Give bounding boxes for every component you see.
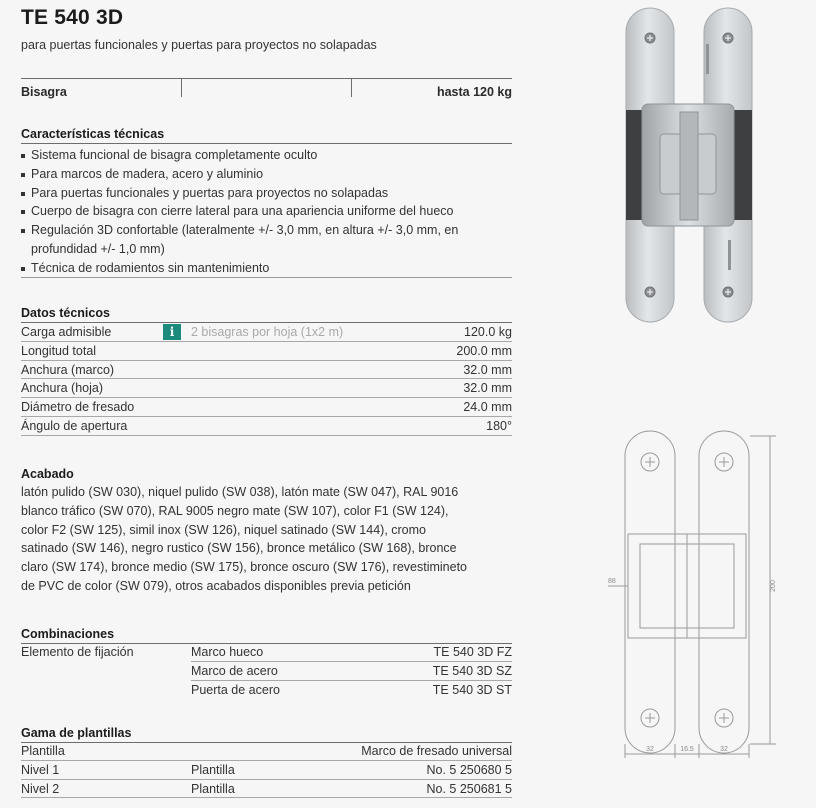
- finish-line: color F2 (SW 125), simil inox (SW 126), niquel satinado (SW 144), cromo: [21, 522, 426, 537]
- template-code: No. 5 250681 5: [426, 781, 512, 796]
- table-row: [21, 780, 512, 799]
- feature-item: Técnica de rodamientos sin mantenimiento: [21, 259, 512, 278]
- table-row: [21, 342, 512, 361]
- row-value: 120.0 kg: [464, 325, 512, 339]
- tech-data-table: [21, 323, 512, 436]
- dim-right: 32: [720, 746, 728, 753]
- table-header-row: [21, 742, 512, 761]
- feature-item: Regulación 3D confortable (lateralmente +/- 3,0 mm, en altura +/- 3,0 mm, en: [21, 221, 512, 240]
- row-note: 2 bisagras por hoja (1x2 m): [191, 325, 344, 339]
- feature-item: Para puertas funcionales y puertas para proyectos no solapadas: [21, 184, 512, 203]
- column-header: Plantilla: [21, 744, 65, 758]
- template-level: Nivel 2: [21, 781, 60, 796]
- column-separator: [351, 79, 352, 97]
- section-heading-gama: Gama de plantillas: [21, 726, 132, 740]
- row-label: Carga admisible: [21, 325, 112, 339]
- template-type: Plantilla: [191, 762, 235, 777]
- finish-line: blanco tráfico (SW 070), RAL 9005 negro mate (SW 107), color F1 (SW 124),: [21, 503, 449, 518]
- combo-type: Marco hueco: [191, 645, 264, 659]
- features-list: [21, 146, 512, 278]
- row-value: 32.0 mm: [463, 381, 512, 396]
- template-code: No. 5 250680 5: [426, 762, 512, 777]
- row-value: 24.0 mm: [463, 400, 512, 415]
- table-row: [21, 417, 512, 436]
- dim-total: 200: [770, 580, 777, 592]
- divider: [21, 143, 512, 144]
- section-heading-caracteristicas: Características técnicas: [21, 127, 165, 141]
- row-label: Ángulo de apertura: [21, 418, 128, 433]
- dim-gap: 16.5: [680, 746, 694, 753]
- combo-code: TE 540 3D SZ: [432, 663, 512, 678]
- row-label: Anchura (marco): [21, 362, 115, 377]
- combo-type: Marco de acero: [191, 663, 278, 678]
- template-table: [21, 742, 512, 798]
- row-label: Diámetro de fresado: [21, 400, 135, 415]
- bisagra-row: [21, 79, 512, 98]
- dim-side: 88: [608, 578, 616, 585]
- feature-item: Sistema funcional de bisagra completamente oculto: [21, 146, 512, 165]
- finish-line: satinado (SW 146), negro rustico (SW 156), bronce metálico (SW 168), bronce: [21, 541, 457, 556]
- technical-drawing: [600, 426, 800, 766]
- table-row: [21, 681, 512, 700]
- row-label: Longitud total: [21, 343, 97, 358]
- row-value: 32.0 mm: [463, 362, 512, 377]
- section-heading-acabado: Acabado: [21, 467, 74, 481]
- table-row: [21, 323, 512, 342]
- feature-item-continuation: profundidad +/- 1,0 mm): [31, 241, 165, 256]
- row-label: Anchura (hoja): [21, 381, 103, 396]
- template-level: Nivel 1: [21, 762, 60, 777]
- table-row: [21, 379, 512, 398]
- finish-line: claro (SW 174), bronce medio (SW 175), bronce oscuro (SW 176), revestimineto: [21, 560, 468, 575]
- column-header: Marco de fresado universal: [361, 744, 512, 758]
- column-separator: [181, 79, 182, 97]
- table-row: [21, 361, 512, 380]
- feature-item: Para marcos de madera, acero y aluminio: [21, 165, 512, 184]
- table-row: [21, 761, 512, 780]
- product-title: TE 540 3D: [21, 6, 124, 29]
- bisagra-value: hasta 120 kg: [436, 85, 512, 99]
- combo-code: TE 540 3D ST: [432, 682, 512, 697]
- template-type: Plantilla: [191, 781, 235, 796]
- table-row: [21, 643, 512, 662]
- finish-text: [21, 483, 516, 596]
- combo-label: Elemento de fijación: [21, 645, 134, 659]
- combinations-table: [21, 643, 512, 699]
- table-row: [21, 398, 512, 417]
- finish-line: de PVC de color (SW 079), otros acabados disponibles previa petición: [21, 578, 411, 593]
- row-value: 200.0 mm: [456, 343, 512, 358]
- product-subtitle: para puertas funcionales y puertas para proyectos no solapadas: [21, 38, 377, 52]
- row-value: 180°: [486, 418, 512, 433]
- feature-item: Cuerpo de bisagra con cierre lateral para una apariencia uniforme del hueco: [21, 202, 512, 221]
- combo-code: TE 540 3D FZ: [433, 645, 512, 659]
- finish-line: latón pulido (SW 030), niquel pulido (SW 038), latón mate (SW 047), RAL 9016: [21, 485, 459, 499]
- section-heading-combinaciones: Combinaciones: [21, 627, 115, 641]
- divider: [21, 277, 512, 278]
- info-icon[interactable]: i: [163, 324, 181, 340]
- section-heading-datos: Datos técnicos: [21, 306, 110, 320]
- bisagra-label: Bisagra: [21, 85, 67, 99]
- dim-left: 32: [646, 746, 654, 753]
- hinge-photo: [610, 4, 770, 326]
- table-row: [21, 662, 512, 681]
- combo-type: Puerta de acero: [191, 682, 280, 697]
